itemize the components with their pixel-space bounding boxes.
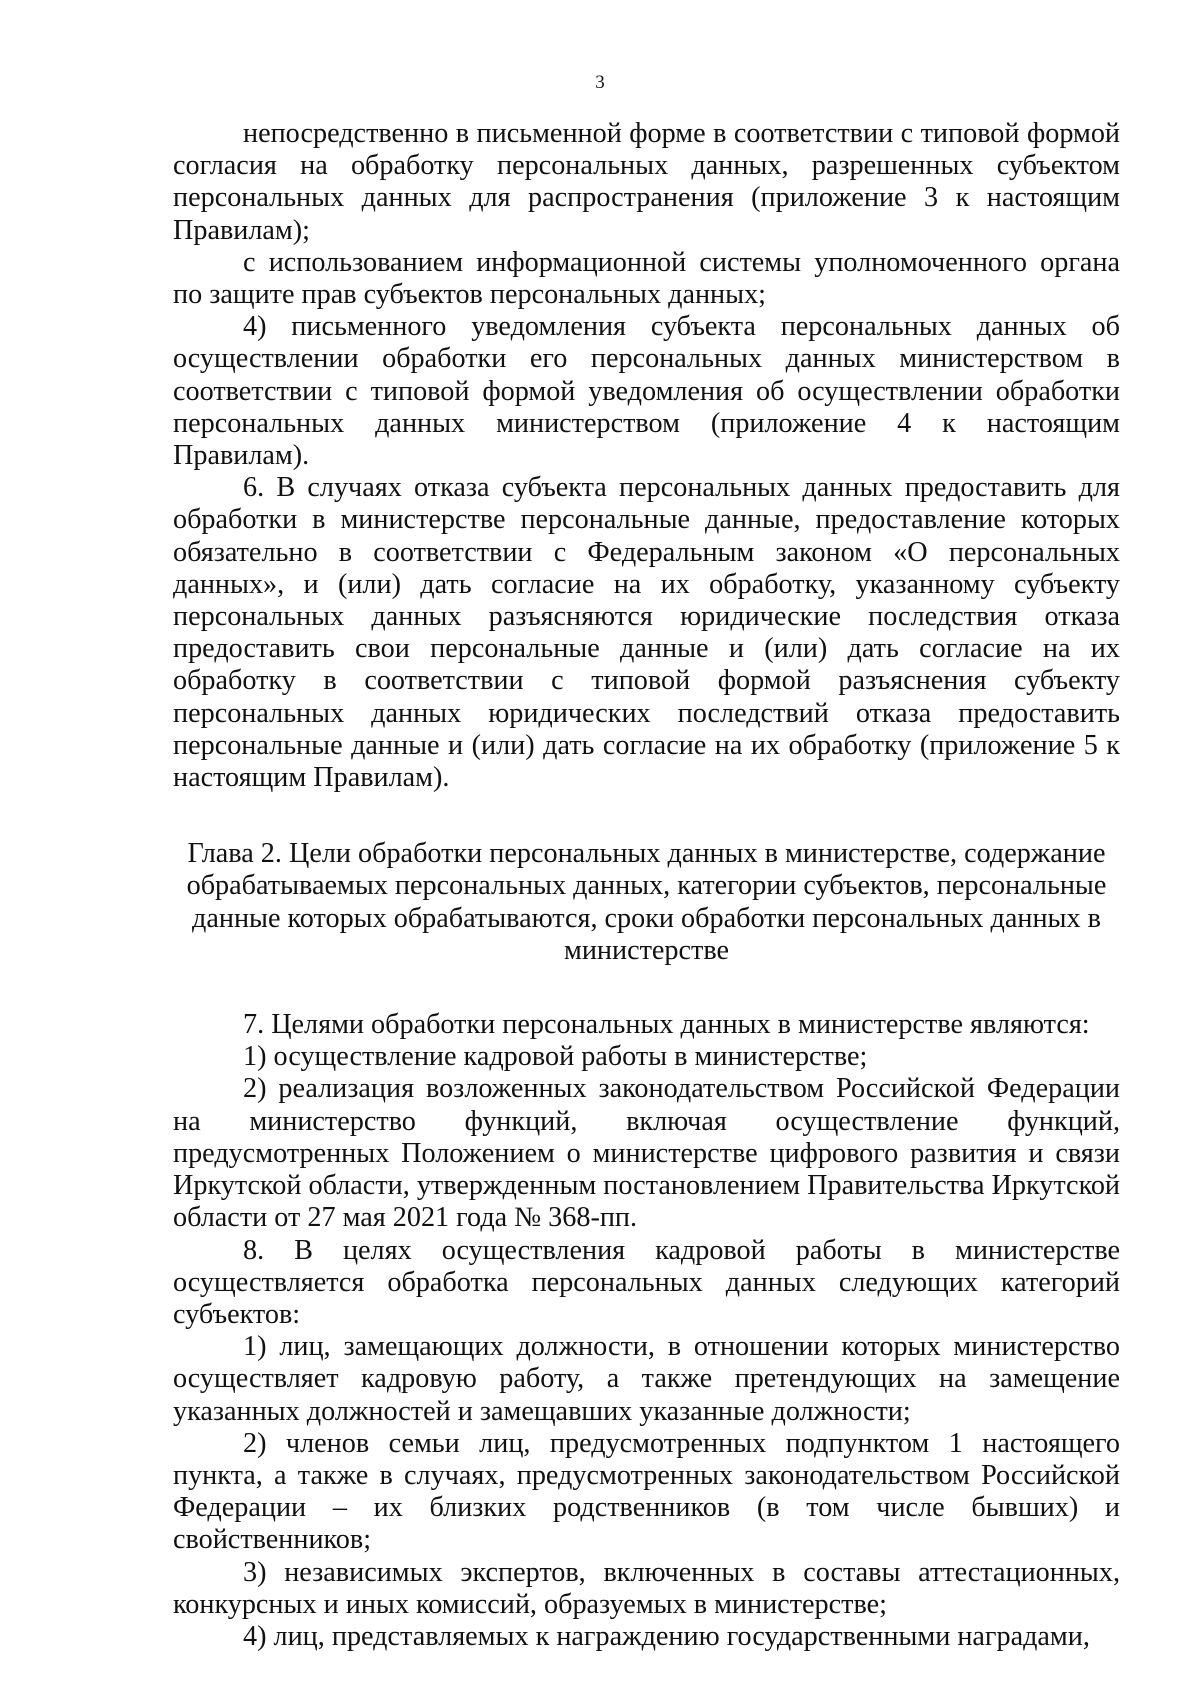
document-body xyxy=(173,118,1120,1653)
paragraph-consent-info-system: с использованием информационной системы уполномоченного органа по защите прав субъектов персональных данных; xyxy=(173,246,1120,311)
paragraph-clause-6: 6. В случаях отказа субъекта персональных данных предоставить для обработки в министерстве персональные данные, предоставление которых обязательно в соответствии с Федеральным законом «О персональных данных», и (или) дать согласие на их обработку, указанному субъекту персональных данных разъясняются юридические последствия отказа предоставить свои персональные данные и (или) дать согласие на их обработку в соответствии с типовой формой разъяснения субъекту персональных данных юридических последствий отказа предоставить персональные данные и (или) дать согласие на их обработку (приложение 5 к настоящим Правилам). xyxy=(173,472,1120,794)
paragraph-clause-8: 8. В целях осуществления кадровой работы в министерстве осуществляется обработка персональных данных следующих категорий субъектов: xyxy=(173,1234,1120,1330)
paragraph-clause-8-item-3: 3) независимых экспертов, включенных в составы аттестационных, конкурсных и иных комиссий, образуемых в министерстве; xyxy=(173,1556,1120,1620)
paragraph-clause-7-item-2: 2) реализация возложенных законодательством Российской Федерации на министерство функций, включая осуществление функций, предусмотренных Положением о министерстве цифрового развития и связи Иркутской области, утвержденным постановлением Правительства Иркутской области от 27 мая 2021 года № 368-пп. xyxy=(173,1073,1121,1234)
paragraph-item-4-notification: 4) письменного уведомления субъекта персональных данных об осуществлении обработки его персональных данных министерством в соответствии с типовой формой уведомления об осуществлении обработки персональных данных министерством (приложение 4 к настоящим Правилам). xyxy=(173,311,1120,472)
paragraph-clause-7: 7. Целями обработки персональных данных в министерстве являются: xyxy=(243,1009,1090,1041)
page-number: 3 xyxy=(595,72,605,93)
paragraph-clause-8-item-4: 4) лиц, представляемых к награждению государственными наградами, xyxy=(243,1620,1090,1652)
paragraph-clause-8-item-1: 1) лиц, замещающих должности, в отношении которых министерство осуществляет кадровую работу, а также претендующих на замещение указанных должностей и замещавших указанные должности; xyxy=(173,1331,1120,1427)
paragraph-clause-8-item-2: 2) членов семьи лиц, предусмотренных подпунктом 1 настоящего пункта, а также в случаях, предусмотренных законодательством Российской Федерации – их близких родственников (в том числе бывших) и свойственников; xyxy=(173,1427,1120,1556)
paragraph-consent-written-form: непосредственно в письменной форме в соответствии с типовой формой согласия на обработку персональных данных, разрешенных субъектом персональных данных для распространения (приложение 3 к настоящим Правилам); xyxy=(173,118,1120,246)
paragraph-clause-7-item-1: 1) осуществление кадровой работы в министерстве; xyxy=(243,1041,868,1073)
chapter-heading: Глава 2. Цели обработки персональных данных в министерстве, содержание обрабатываемых персональных данных, категории субъектов, персональные данные которых обрабатываются, сроки обработки персональных данных в министерстве xyxy=(186,838,1107,966)
